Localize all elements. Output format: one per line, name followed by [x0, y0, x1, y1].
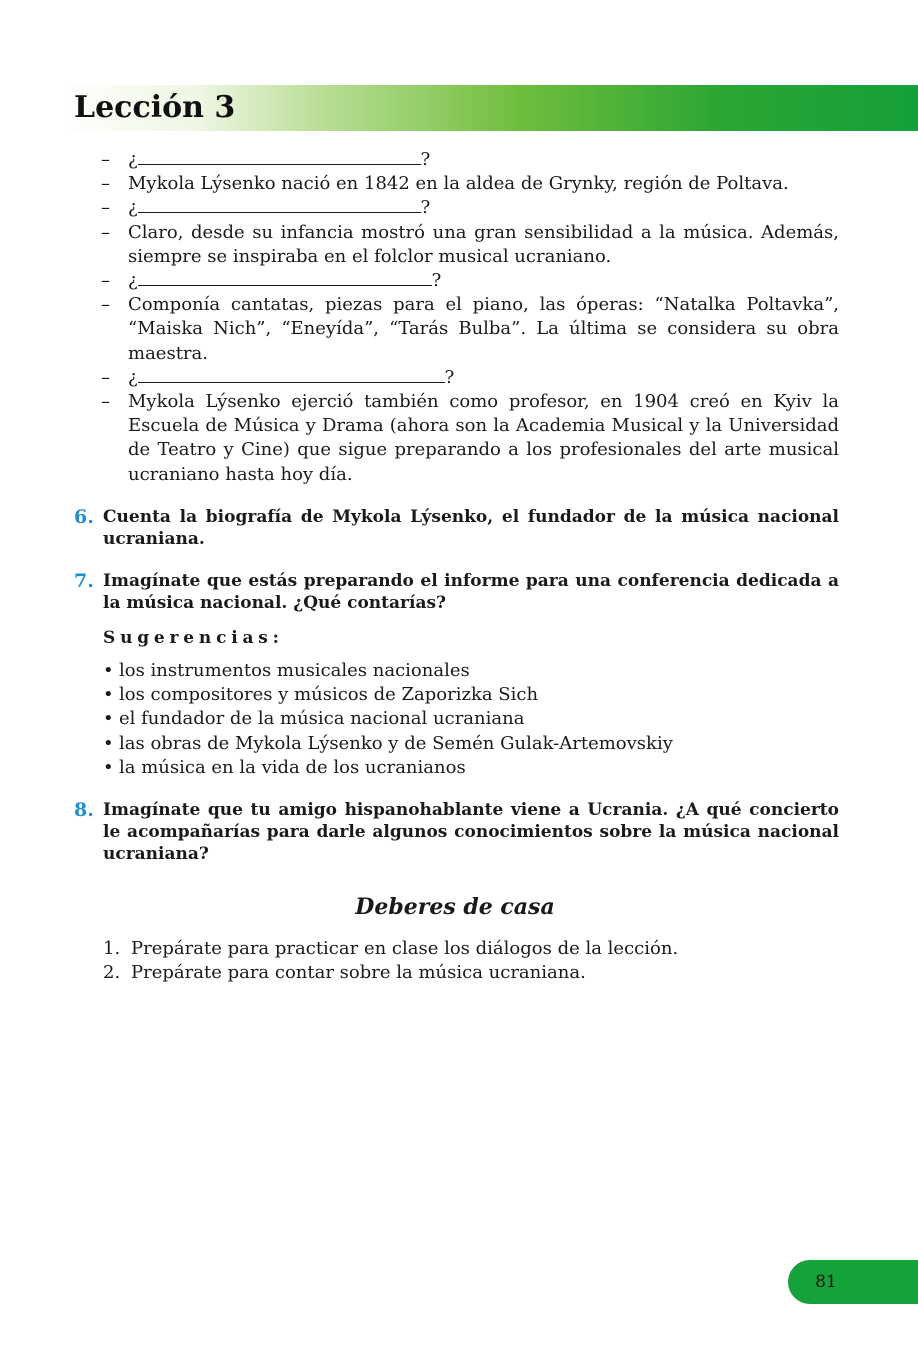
suggestion-item	[103, 683, 673, 707]
homework-title: Deberes de casa	[355, 894, 555, 920]
homework-list	[103, 937, 678, 985]
question-open-mark: ¿	[128, 197, 138, 219]
lesson-title: Lección 3	[74, 90, 236, 125]
dash-marker: –	[101, 149, 110, 170]
suggestions-heading: Sugerencias:	[103, 628, 284, 648]
dash-marker: –	[101, 391, 110, 413]
homework-text: Prepárate para practicar en clase los diálogos de la lección.	[131, 938, 679, 959]
dialogue-list	[101, 148, 839, 487]
suggestion-text: los instrumentos musicales nacionales	[119, 660, 470, 681]
dialogue-line-answer	[101, 221, 839, 269]
answer-blank	[138, 149, 421, 165]
dialogue-line-answer	[101, 293, 839, 366]
suggestion-text: las obras de Mykola Lýsenko y de Semén Gulak-Artemovskiy	[119, 732, 673, 754]
suggestion-item	[103, 707, 673, 731]
exercise-8	[74, 799, 839, 865]
dialogue-line-question	[101, 196, 839, 220]
suggestion-text: el fundador de la música nacional ucraniana	[119, 708, 525, 730]
bullet-icon: •	[103, 732, 114, 754]
suggestions-list	[103, 659, 673, 780]
answer-blank	[138, 367, 445, 383]
exercise-text: Cuenta la biografía de Mykola Lýsenko, el fundador de la música nacional ucraniana.	[103, 507, 839, 549]
question-close-mark: ?	[420, 149, 431, 170]
exercise-number: 8.	[74, 799, 94, 821]
answer-blank	[138, 197, 421, 213]
answer-text: Componía cantatas, piezas para el piano, las óperas: “Natalka Poltavka”, “Maiska Nich”, “Eneyída”, “Tarás Bulba”. La última se considera su obra maestra.	[128, 294, 839, 364]
question-close-mark: ?	[431, 270, 442, 292]
homework-item	[103, 961, 678, 985]
suggestion-item	[103, 756, 673, 780]
answer-text: Mykola Lýsenko nació en 1842 en la aldea de Grynky, región de Poltava.	[128, 173, 789, 195]
suggestion-item	[103, 732, 673, 756]
bullet-icon: •	[103, 708, 114, 730]
dash-marker: –	[101, 173, 110, 195]
answer-blank	[138, 270, 432, 286]
page-number: 81	[815, 1272, 837, 1292]
dash-marker: –	[101, 366, 110, 388]
suggestion-text: los compositores y músicos de Zaporizka Sich	[119, 684, 539, 706]
homework-number: 1.	[103, 938, 121, 959]
bullet-icon: •	[103, 756, 114, 778]
exercise-text: Imagínate que estás preparando el informe para una conferencia dedicada a la música nacional. ¿Qué contarías?	[103, 571, 839, 613]
dash-marker: –	[101, 221, 110, 243]
question-close-mark: ?	[420, 197, 431, 219]
dash-marker: –	[101, 197, 110, 219]
answer-text: Mykola Lýsenko ejerció también como profesor, en 1904 creó en Kyiv la Escuela de Música y Drama (ahora son la Academia Musical y la Universidad de Teatro y Cine) que sigue preparando a los profesionales del arte musical ucraniano hasta hoy día.	[128, 391, 839, 485]
exercise-number: 7.	[74, 570, 94, 592]
bullet-icon: •	[103, 684, 114, 706]
suggestion-text: la música en la vida de los ucranianos	[119, 756, 466, 778]
dialogue-line-question	[101, 269, 839, 293]
dialogue-line-question	[101, 366, 839, 390]
dash-marker: –	[101, 270, 110, 292]
exercise-7	[74, 570, 839, 614]
homework-text: Prepárate para contar sobre la música ucraniana.	[131, 962, 586, 984]
question-close-mark: ?	[444, 366, 455, 388]
homework-number: 2.	[103, 962, 121, 984]
dialogue-line-answer	[101, 390, 839, 487]
exercise-number: 6.	[74, 506, 94, 528]
dialogue-line-answer	[101, 172, 839, 196]
exercise-text: Imagínate que tu amigo hispanohablante viene a Ucrania. ¿A qué concierto le acompañarías para darle algunos conocimientos sobre la música nacional ucraniana?	[103, 800, 839, 864]
question-open-mark: ¿	[128, 270, 138, 292]
answer-text: Claro, desde su infancia mostró una gran sensibilidad a la música. Además, siempre se inspiraba en el folclor musical ucraniano.	[128, 221, 839, 267]
question-open-mark: ¿	[128, 149, 138, 170]
dash-marker: –	[101, 294, 110, 316]
question-open-mark: ¿	[128, 366, 138, 388]
suggestion-item	[103, 659, 673, 683]
bullet-icon: •	[103, 660, 114, 681]
dialogue-line-question	[101, 148, 839, 172]
homework-item	[103, 937, 678, 961]
exercise-6	[74, 506, 839, 550]
